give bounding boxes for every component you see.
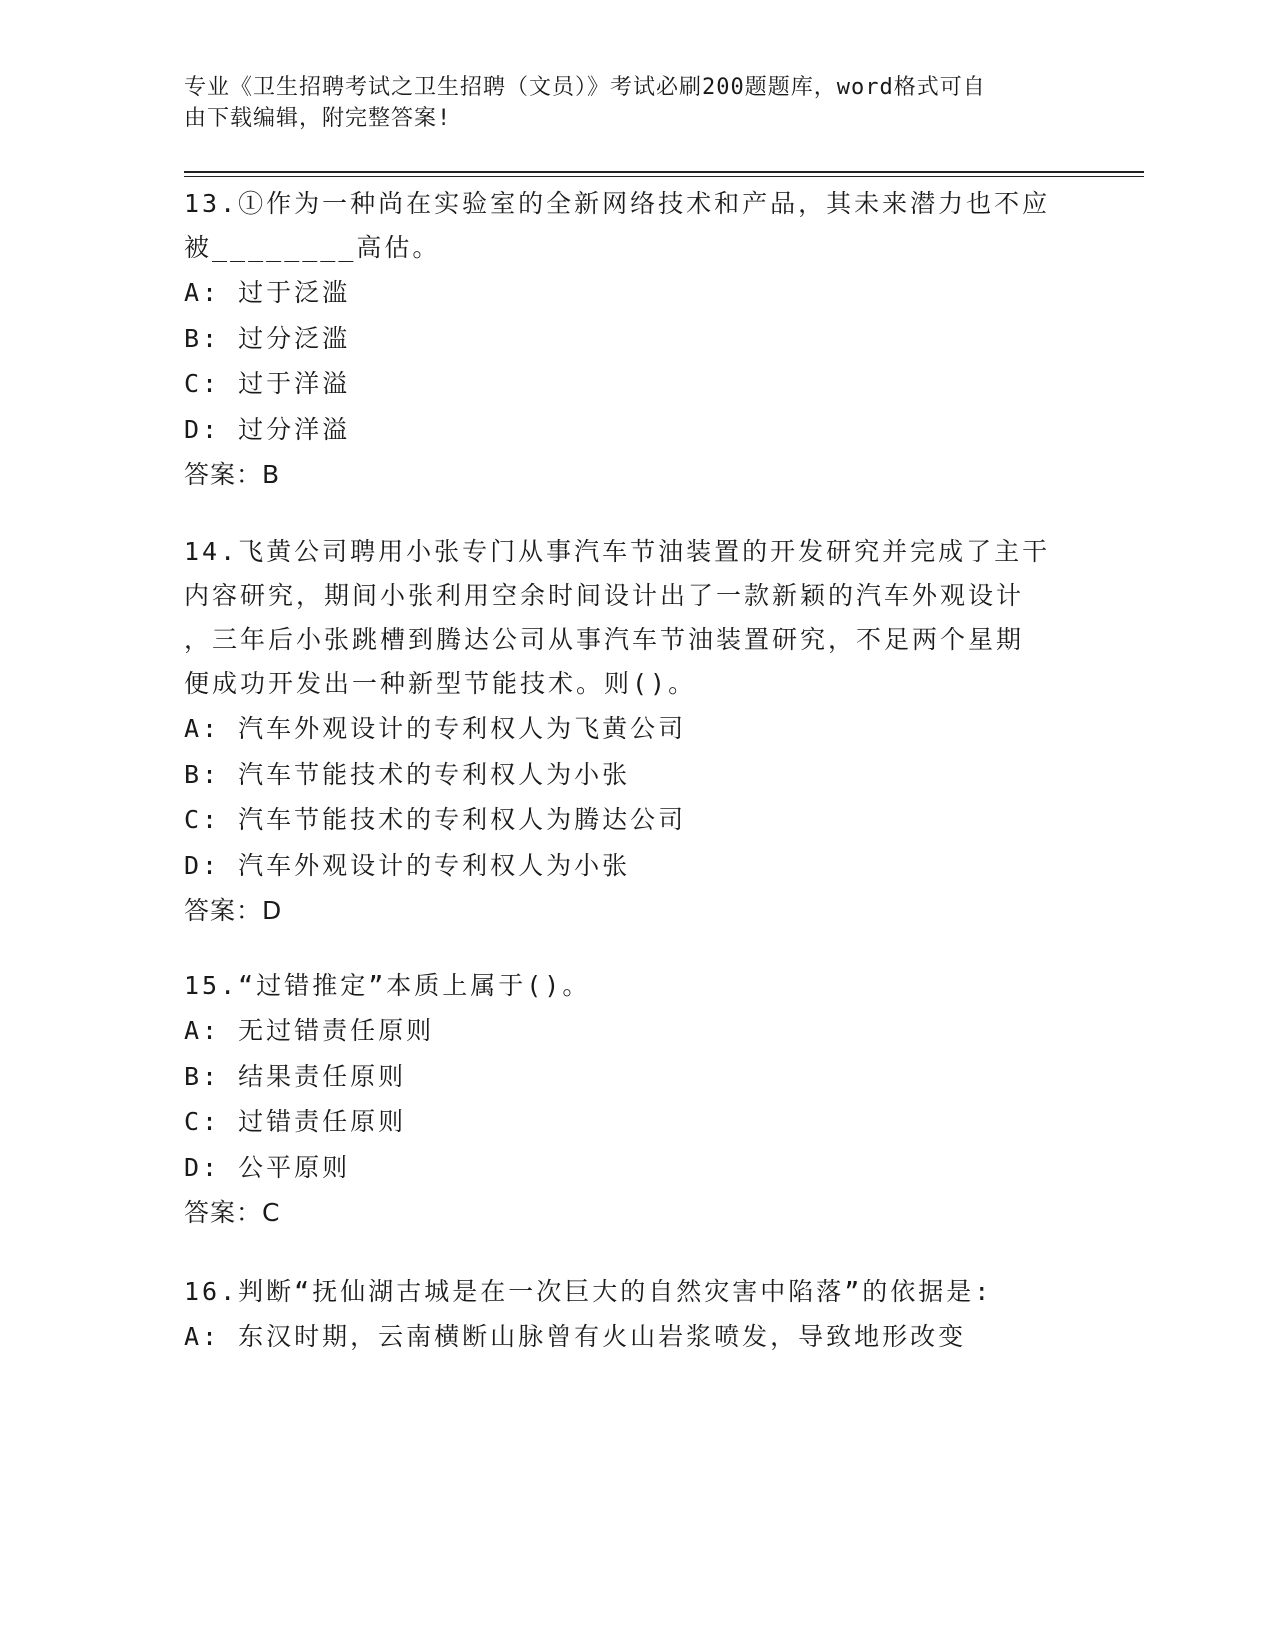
document-header [184, 72, 1074, 134]
option-d: D: 公平原则 [184, 1152, 351, 1182]
answer: 答案：C [184, 1198, 281, 1227]
option-b: B: 汽车节能技术的专利权人为小张 [184, 759, 631, 789]
question-stem-line: 15.“过错推定”本质上属于()。 [184, 971, 591, 1000]
question-14 [184, 530, 1084, 934]
header-divider-top [184, 171, 1144, 173]
header-title-line-1: 专业《卫生招聘考试之卫生招聘（文员）》考试必刷200题题库，word格式可自 [184, 75, 986, 100]
option-c: C: 过错责任原则 [184, 1107, 407, 1136]
option-d: D: 汽车外观设计的专利权人为小张 [184, 850, 631, 880]
option-a: A: 东汉时期，云南横断山脉曾有火山岩浆喷发，导致地形改变 [184, 1322, 967, 1351]
option-c: C: 过于洋溢 [184, 369, 351, 398]
option-c: C: 汽车节能技术的专利权人为腾达公司 [184, 805, 687, 834]
question-15 [184, 964, 1084, 1236]
header-divider-bottom [184, 176, 1144, 177]
question-stem-line: 13.①作为一种尚在实验室的全新网络技术和产品，其未来潜力也不应 [184, 189, 1051, 218]
question-stem-line: 16.判断“抚仙湖古城是在一次巨大的自然灾害中陷落”的依据是: [184, 1277, 993, 1306]
question-stem-line: 被________高估。 [184, 233, 441, 262]
option-a: A: 无过错责任原则 [184, 1016, 435, 1045]
question-13 [184, 182, 1084, 498]
question-stem-line: 14.飞黄公司聘用小张专门从事汽车节油装置的开发研究并完成了主干 [184, 537, 1051, 566]
answer: 答案：D [184, 896, 283, 925]
question-stem-line: 便成功开发出一种新型节能技术。则()。 [184, 669, 697, 698]
option-a: A: 过于泛滥 [184, 278, 351, 307]
header-title-line-2: 由下载编辑，附完整答案! [184, 106, 452, 131]
question-stem-line: ，三年后小张跳槽到腾达公司从事汽车节油装置研究，不足两个星期 [184, 625, 1025, 654]
option-d: D: 过分洋溢 [184, 414, 351, 444]
question-16 [184, 1270, 1084, 1360]
option-a: A: 汽车外观设计的专利权人为飞黄公司 [184, 714, 687, 743]
answer: 答案：B [184, 460, 281, 489]
option-b: B: 结果责任原则 [184, 1061, 407, 1091]
question-stem-line: 内容研究，期间小张利用空余时间设计出了一款新颖的汽车外观设计 [184, 581, 1025, 610]
option-b: B: 过分泛滥 [184, 323, 351, 353]
